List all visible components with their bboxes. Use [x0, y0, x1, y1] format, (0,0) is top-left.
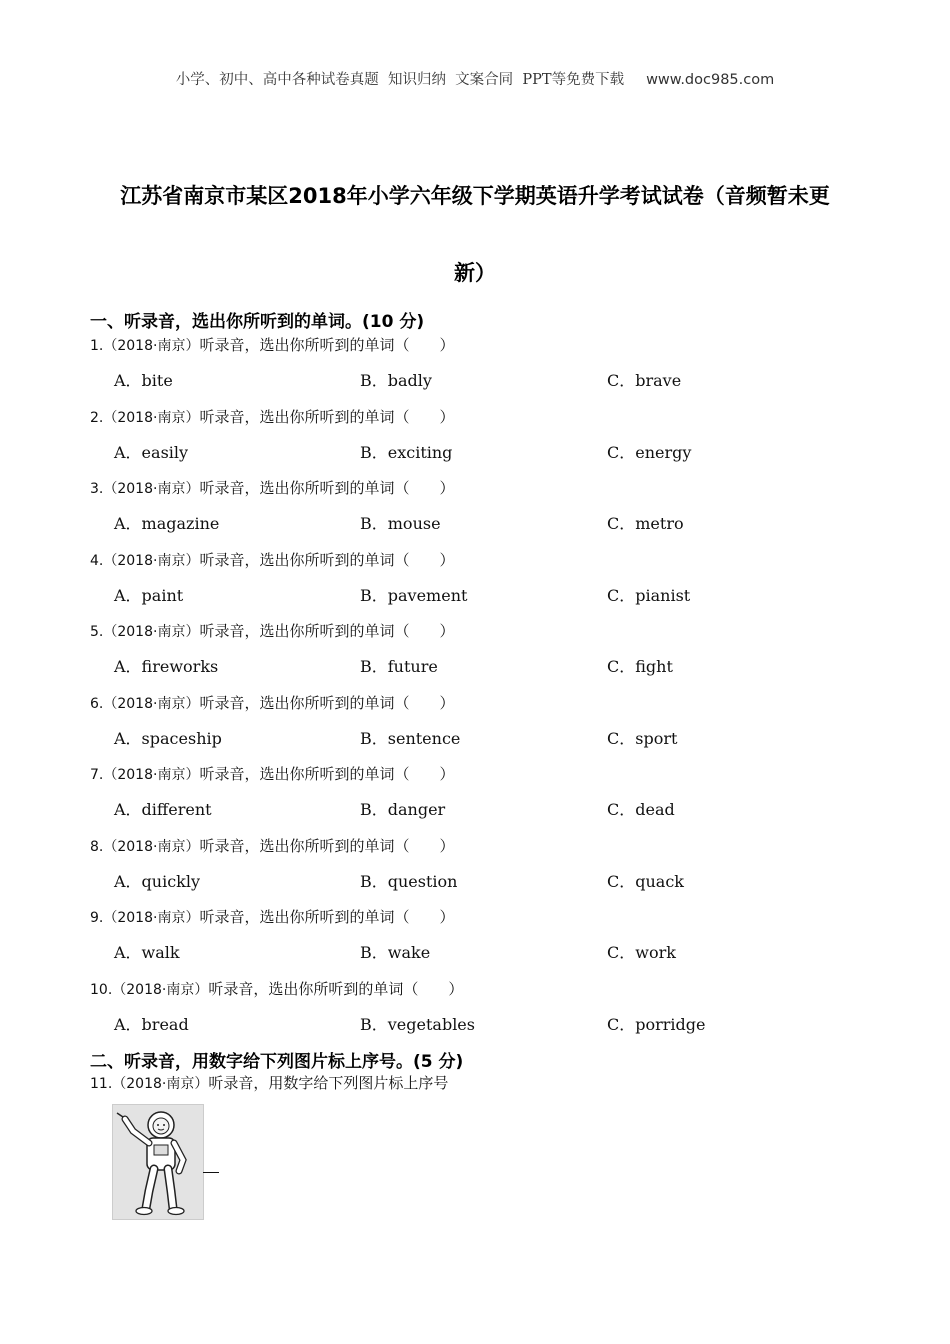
answer-option-a[interactable]: A．fireworks [114, 657, 219, 676]
question-number: 10. [90, 981, 113, 998]
answer-option-a[interactable]: A．bite [114, 371, 173, 390]
question-9 [90, 906, 454, 927]
question-source: （2018·南京） [103, 838, 200, 855]
question-text: 听录音，用数字给下列图片标上序号 [208, 1074, 449, 1092]
answer-option-b[interactable]: B．vegetables [360, 1014, 475, 1034]
question-text: 听录音，选出你所听到的单词（ ） [208, 979, 464, 998]
question-number: 11. [90, 1076, 113, 1092]
header-url: www.doc985.com [646, 72, 775, 88]
answer-option-a[interactable]: A．walk [114, 943, 180, 962]
question-source: （2018·南京） [112, 981, 209, 998]
answer-option-b[interactable]: B．danger [360, 800, 446, 819]
answer-option-b[interactable]: B．badly [360, 371, 432, 390]
exam-title-line2: 新） [454, 261, 496, 285]
question-2 [90, 406, 454, 427]
question-number: 4. [90, 552, 104, 569]
question-7 [90, 763, 454, 784]
answer-option-b[interactable]: B．sentence [360, 728, 461, 748]
answer-option-c[interactable]: C．dead [607, 800, 675, 819]
question-6 [90, 692, 454, 713]
question-source: （2018·南京） [103, 552, 200, 569]
answer-option-b[interactable]: B．mouse [360, 514, 441, 533]
question-source: （2018·南京） [103, 910, 200, 926]
answer-option-a[interactable]: A．bread [114, 1014, 189, 1034]
section-heading-picture-order: 二、听录音，用数字给下列图片标上序号。(5 分) [90, 1052, 464, 1072]
question-text: 听录音，选出你所听到的单词（ ） [199, 908, 455, 926]
answer-option-b[interactable]: B．pavement [360, 585, 468, 605]
question-11 [90, 1072, 448, 1093]
answer-option-a[interactable]: A．different [114, 800, 212, 819]
answer-option-b[interactable]: B．wake [360, 943, 431, 962]
astronaut-picture [112, 1104, 204, 1220]
question-number: 8. [90, 838, 104, 855]
answer-option-b[interactable]: B．future [360, 657, 438, 676]
answer-option-c[interactable]: C．energy [607, 442, 692, 462]
answer-option-a[interactable]: A．paint [114, 585, 184, 605]
answer-option-a[interactable]: A．spaceship [114, 728, 222, 748]
answer-option-c[interactable]: C．fight [607, 657, 673, 676]
question-5 [90, 620, 454, 641]
question-source: （2018·南京） [103, 338, 200, 354]
astronaut-icon [113, 1105, 203, 1219]
question-text: 听录音，选出你所听到的单词（ ） [199, 765, 455, 783]
answer-option-b[interactable]: B．question [360, 871, 458, 891]
answer-option-c[interactable]: C．work [607, 943, 676, 962]
question-source: （2018·南京） [103, 481, 200, 497]
answer-option-a[interactable]: A．easily [114, 442, 189, 462]
question-1 [90, 334, 454, 355]
question-4 [90, 549, 454, 570]
answer-blank[interactable] [203, 1172, 219, 1173]
question-number: 6. [90, 695, 104, 712]
question-text: 听录音，选出你所听到的单词（ ） [199, 622, 455, 640]
question-number: 3. [90, 481, 104, 497]
question-text: 听录音，选出你所听到的单词（ ） [199, 336, 455, 354]
question-source: （2018·南京） [103, 695, 200, 712]
question-number: 5. [90, 624, 104, 640]
question-text: 听录音，选出你所听到的单词（ ） [199, 693, 455, 712]
answer-option-c[interactable]: C．quack [607, 871, 684, 891]
header-text: 小学、初中、高中各种试卷真题 知识归纳 文案合同 PPT等免费下载 [175, 72, 625, 88]
section-heading-listening-words: 一、听录音，选出你所听到的单词。(10 分) [90, 312, 425, 332]
question-source: （2018·南京） [103, 767, 200, 783]
question-source: （2018·南京） [112, 1076, 209, 1092]
answer-option-a[interactable]: A．quickly [114, 871, 201, 891]
question-text: 听录音，选出你所听到的单词（ ） [199, 836, 455, 855]
question-8 [90, 835, 454, 856]
answer-option-c[interactable]: C．metro [607, 514, 684, 533]
question-10 [90, 978, 463, 999]
question-number: 7. [90, 767, 104, 783]
question-text: 听录音，选出你所听到的单词（ ） [199, 550, 455, 569]
question-3 [90, 477, 454, 498]
answer-option-b[interactable]: B．exciting [360, 442, 453, 462]
question-number: 9. [90, 910, 104, 926]
answer-option-c[interactable]: C．sport [607, 728, 678, 748]
question-source: （2018·南京） [103, 409, 200, 426]
answer-option-c[interactable]: C．brave [607, 371, 682, 390]
question-number: 1. [90, 338, 104, 354]
question-number: 2. [90, 409, 104, 426]
answer-option-c[interactable]: C．pianist [607, 585, 691, 605]
exam-title-line1: 江苏省南京市某区2018年小学六年级下学期英语升学考试试卷（音频暂未更 [120, 184, 830, 208]
answer-option-c[interactable]: C．porridge [607, 1014, 706, 1034]
question-text: 听录音，选出你所听到的单词（ ） [199, 479, 455, 497]
question-source: （2018·南京） [103, 624, 200, 640]
answer-option-a[interactable]: A．magazine [114, 514, 220, 533]
question-text: 听录音，选出你所听到的单词（ ） [199, 407, 455, 426]
